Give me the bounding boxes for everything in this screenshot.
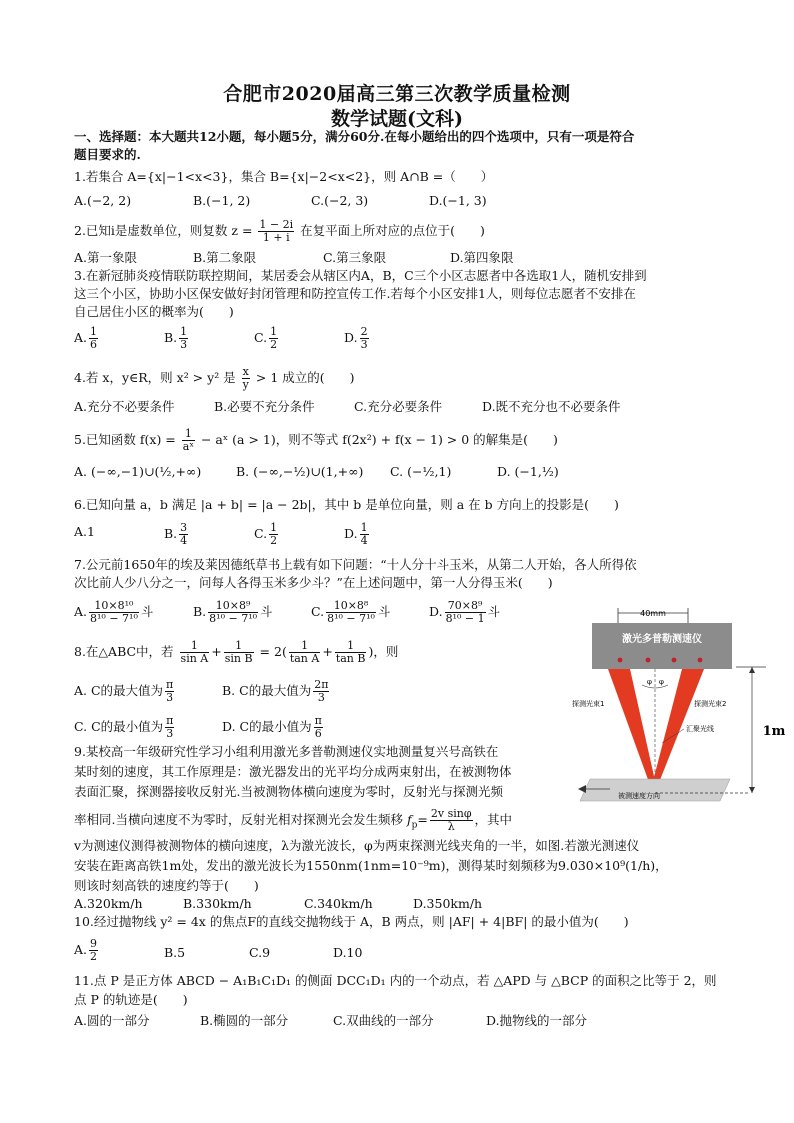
q7-c-den: 8¹⁰ − 7¹⁰ bbox=[327, 612, 375, 625]
q7-c-label: C. bbox=[311, 604, 325, 619]
q8-f1-den: sin A bbox=[180, 652, 209, 665]
q3-c-label: C. bbox=[254, 330, 268, 345]
q3-d-num: 2 bbox=[360, 325, 368, 338]
q9-option-c: C.340km/h bbox=[304, 896, 373, 911]
q8-f4-den: tan B bbox=[335, 652, 366, 665]
device-label: 激光多普勒测速仪 bbox=[622, 634, 702, 645]
emitter-dot bbox=[618, 658, 623, 663]
q3-option-c bbox=[254, 326, 280, 351]
q6-stem: 6.已知向量 a，b 满足 |a + b| = |a − 2b|，其中 b 是单位向量，则 a 在 b 方向上的投影是( ) bbox=[74, 497, 619, 512]
q8-stem: 8.在△ABC中，若 $\frac{1}{\text{sin A}}$ + $\frac{1}{\text{sin B}}$ = 2( $\frac{1}{\text{tan A}}$ + $\frac{1}{\text{tan B}}$ )，则 bbox=[74, 639, 399, 665]
q6-option-a: A.1 bbox=[74, 524, 95, 539]
q5-den: aˣ bbox=[182, 440, 194, 453]
q9-line1: 9.某校高一年级研究性学习小组利用激光多普勒测速仪实地测量复兴号高铁在 bbox=[74, 744, 499, 759]
q6-d-den: 4 bbox=[360, 534, 368, 547]
q10-a-den: 2 bbox=[90, 950, 98, 963]
q3-d-den: 3 bbox=[360, 338, 368, 351]
q7-line1: 7.公元前1650年的埃及莱因德纸草书上载有如下问题：“十人分十斗玉米，从第二人开始，各人所得依 bbox=[74, 557, 637, 572]
q8-a-label: A. C的最大值为 bbox=[74, 683, 164, 698]
q9-formula-num: 2v sinφ bbox=[430, 807, 472, 820]
arrow-down-icon bbox=[749, 787, 755, 793]
q6-d-label: D. bbox=[344, 526, 358, 541]
q7-option-d bbox=[429, 600, 500, 625]
q9-line3: 表面汇聚，探测器接收反射光.当被测物体横向速度为零时，反射光与探测光频 bbox=[74, 784, 503, 799]
q6-b-num: 3 bbox=[180, 521, 188, 534]
q5-post: − aˣ (a > 1)，则不等式 f(2x²) + f(x − 1) > 0 的解集是( ) bbox=[200, 432, 558, 447]
q2-post: 在复平面上所对应的点位于( ) bbox=[300, 223, 485, 238]
direction-arrow-icon bbox=[578, 785, 586, 793]
q8-option-b bbox=[222, 679, 331, 704]
q3-b-label: B. bbox=[164, 330, 178, 345]
q11-option-b: B.椭圆的一部分 bbox=[200, 1013, 289, 1028]
q2-option-a: A.第一象限 bbox=[74, 250, 138, 265]
q6-b-label: B. bbox=[164, 526, 178, 541]
q3-c-num: 1 bbox=[270, 325, 278, 338]
q1-option-b: B.(−1, 2) bbox=[193, 193, 251, 208]
section-heading-cont: 题目要求的. bbox=[74, 147, 141, 162]
q3-option-d bbox=[344, 326, 371, 351]
q9-eq: = bbox=[417, 812, 428, 827]
q3-b-den: 3 bbox=[180, 338, 188, 351]
q5-option-a: A. (−∞,−1)∪(½,+∞) bbox=[74, 464, 202, 479]
q8-b-den: 3 bbox=[317, 691, 325, 704]
q9-line4-end: ，其中 bbox=[474, 812, 513, 827]
q4-num: x bbox=[242, 365, 249, 378]
q1-option-d: D.(−1, 3) bbox=[429, 193, 487, 208]
q8-f2-num: 1 bbox=[224, 640, 254, 653]
q9-line4 bbox=[74, 808, 512, 834]
q7-option-c bbox=[311, 600, 390, 625]
q8-d-den: 6 bbox=[314, 727, 322, 740]
q4-pre: 4.若 x，y∈R，则 x² > y² 是 bbox=[74, 370, 236, 385]
q6-option-c bbox=[254, 522, 280, 547]
q7-option-a bbox=[74, 600, 153, 625]
q10-stem: 10.经过抛物线 y² = 4x 的焦点F的直线交抛物线于 A，B 两点，则 |AF| + 4|BF| 的最小值为( ) bbox=[74, 914, 629, 929]
q4-post: > 1 成立的( ) bbox=[255, 370, 355, 385]
q8-f2-den: sin B bbox=[224, 652, 253, 665]
q8-a-num: π bbox=[166, 678, 174, 691]
q7-a-num: 10×8¹⁰ bbox=[89, 600, 139, 613]
q2-den: 1 + i bbox=[262, 231, 290, 244]
q2-pre: 2.已知i是虚数单位，则复数 z = bbox=[74, 223, 253, 238]
q7-c-unit: 斗 bbox=[377, 604, 391, 619]
page-subtitle: 数学试题(文科) bbox=[331, 108, 463, 130]
q10-a-num: 9 bbox=[90, 937, 98, 950]
q8-c-den: 3 bbox=[166, 727, 174, 740]
q6-c-label: C. bbox=[254, 526, 268, 541]
q7-c-num: 10×8⁸ bbox=[326, 600, 376, 613]
q8-d-label: D. C的最小值为 bbox=[222, 719, 312, 734]
q8-post: ，则 bbox=[373, 644, 399, 659]
q6-option-d bbox=[344, 522, 371, 547]
q8-b-label: B. C的最大值为 bbox=[222, 683, 312, 698]
q7-b-num: 10×8⁹ bbox=[208, 600, 258, 613]
q8-pre: 8.在△ABC中，若 bbox=[74, 644, 174, 659]
q9-option-a: A.320km/h bbox=[74, 896, 143, 911]
q8-f3-num: 1 bbox=[289, 640, 321, 653]
q3-a-num: 1 bbox=[90, 325, 98, 338]
q8-f1-num: 1 bbox=[180, 640, 210, 653]
q2-stem bbox=[74, 219, 485, 244]
section-heading: 一、选择题：本大题共12小题，每小题5分，满分60分.在每小题给出的四个选项中，只有一项是符合 bbox=[74, 129, 635, 144]
q5-num: 1 bbox=[182, 428, 195, 441]
q8-a-den: 3 bbox=[166, 691, 174, 704]
q1-option-c: C.(−2, 3) bbox=[311, 193, 369, 208]
q5-option-d: D. (−1,½) bbox=[497, 464, 559, 479]
q9-line6: 安装在距离高铁1m处，发出的激光波长为1550nm(1nm=10⁻⁹m)，测得某时刻频移为9.030×10⁹(1/h)， bbox=[74, 858, 668, 873]
q7-d-unit: 斗 bbox=[487, 604, 501, 619]
probe-beam-1 bbox=[608, 669, 656, 785]
q9-formula-den: λ bbox=[447, 820, 455, 833]
q6-option-b bbox=[164, 522, 190, 547]
width-label: 40mm bbox=[640, 609, 666, 618]
q8-end: ) bbox=[368, 644, 374, 659]
distance-label: 1m bbox=[762, 724, 786, 739]
q8-f4-num: 1 bbox=[335, 640, 367, 653]
q8-c-label: C. C的最小值为 bbox=[74, 719, 164, 734]
q3-line3: 自己居住小区的概率为( ) bbox=[74, 304, 234, 319]
beam2-label: 探测光束2 bbox=[694, 700, 727, 708]
q7-b-den: 8¹⁰ − 7¹⁰ bbox=[209, 612, 258, 625]
emitter-dot bbox=[698, 658, 703, 663]
q3-a-label: A. bbox=[74, 330, 88, 345]
q7-a-label: A. bbox=[74, 604, 88, 619]
q7-line2: 次比前人少八分之一，问每人各得玉米多少斗？”在上述问题中，第一人分得玉米( ) bbox=[74, 575, 553, 590]
q9-fp-sub: p bbox=[411, 820, 418, 831]
emitter-dot bbox=[672, 658, 677, 663]
q8-f3-den: tan A bbox=[289, 652, 320, 665]
q2-option-d: D.第四象限 bbox=[450, 250, 514, 265]
q9-option-b: B.330km/h bbox=[183, 896, 252, 911]
laser-doppler-figure bbox=[570, 603, 792, 803]
q4-stem bbox=[74, 366, 355, 391]
q8-option-c bbox=[74, 715, 176, 740]
q8-option-a bbox=[74, 679, 176, 704]
q8-option-d bbox=[222, 715, 325, 740]
q5-option-b: B. (−∞,−½)∪(1,+∞) bbox=[236, 464, 364, 479]
q3-b-num: 1 bbox=[180, 325, 188, 338]
q8-c-num: π bbox=[166, 714, 174, 727]
q10-option-a bbox=[74, 938, 100, 963]
q10-a-label: A. bbox=[74, 942, 88, 957]
q7-d-den: 8¹⁰ − 1 bbox=[445, 612, 485, 625]
q9-line4-text: 率相同.当横向速度不为零时，反射光相对探测光会发生频移 bbox=[74, 812, 403, 827]
q7-option-b bbox=[193, 600, 273, 625]
q2-option-b: B.第二象限 bbox=[193, 250, 257, 265]
q8-b-num: 2π bbox=[314, 678, 329, 691]
q6-c-den: 2 bbox=[270, 534, 278, 547]
q7-a-den: 8¹⁰ − 7¹⁰ bbox=[90, 612, 138, 625]
q7-d-label: D. bbox=[429, 604, 443, 619]
q9-option-d: D.350km/h bbox=[413, 896, 483, 911]
q11-option-a: A.圆的一部分 bbox=[74, 1013, 150, 1028]
q3-line2: 这三个小区，协助小区保安做好封闭管理和防控宣传工作.若每个小区安排1人，则每位志愿者不安排在 bbox=[74, 286, 636, 301]
emitter-dot bbox=[646, 658, 651, 663]
q7-b-label: B. bbox=[193, 604, 207, 619]
q4-option-a: A.充分不必要条件 bbox=[74, 399, 175, 414]
q11-option-d: D.抛物线的一部分 bbox=[486, 1013, 588, 1028]
page-title: 合肥市2020届高三第三次教学质量检测 bbox=[223, 83, 571, 105]
q1-stem: 1.若集合 A={x|−1<x<3}，集合 B={x|−2<x<2}，则 A∩B =（ ） bbox=[74, 169, 494, 184]
q11-line2: 点 P 的轨迹是( ) bbox=[74, 992, 188, 1007]
q4-den: y bbox=[242, 378, 249, 391]
q8-mid: = 2( bbox=[259, 644, 287, 659]
arrow-up-icon bbox=[749, 667, 755, 673]
q7-a-unit: 斗 bbox=[140, 604, 154, 619]
q2-fraction bbox=[258, 219, 294, 244]
q11-line1: 11.点 P 是正方体 ABCD − A₁B₁C₁D₁ 的侧面 DCC₁D₁ 内的一个动点，若 △APD 与 △BCP 的面积之比等于 2，则 bbox=[74, 973, 717, 988]
q4-option-c: C.充分必要条件 bbox=[354, 399, 443, 414]
phi-label-right: φ bbox=[659, 678, 664, 686]
q3-d-label: D. bbox=[344, 330, 358, 345]
device-box bbox=[592, 623, 732, 669]
q3-option-b bbox=[164, 326, 190, 351]
focus-label: 汇聚光线 bbox=[686, 725, 714, 733]
q6-c-num: 1 bbox=[270, 521, 278, 534]
q3-option-a bbox=[74, 326, 100, 351]
q9-line7: 则该时刻高铁的速度约等于( ) bbox=[74, 878, 259, 893]
q8-d-num: π bbox=[314, 714, 322, 727]
q5-option-c: C. (−½,1) bbox=[390, 464, 452, 479]
q9-line5: v为测速仪测得被测物体的横向速度，λ为激光波长，φ为两束探测光线夹角的一半，如图.若激光测速仪 bbox=[74, 838, 640, 853]
q7-d-num: 70×8⁹ bbox=[445, 600, 486, 613]
q2-num: 1 − 2i bbox=[259, 218, 294, 231]
q9-fp: f bbox=[406, 812, 412, 827]
q3-c-den: 2 bbox=[270, 338, 278, 351]
q9-line2: 某时刻的速度，其工作原理是：激光器发出的光平均分成两束射出，在被测物体 bbox=[74, 764, 512, 779]
q7-b-unit: 斗 bbox=[260, 604, 273, 619]
q4-option-b: B.必要不充分条件 bbox=[214, 399, 315, 414]
q2-option-c: C.第三象限 bbox=[323, 250, 387, 265]
q5-pre: 5.已知函数 f(x) = bbox=[74, 432, 176, 447]
q6-b-den: 4 bbox=[180, 534, 188, 547]
q11-option-c: C.双曲线的一部分 bbox=[333, 1013, 434, 1028]
direction-label: 被测速度方向 bbox=[618, 792, 660, 800]
q10-option-b: B.5 bbox=[164, 945, 186, 960]
q10-option-d: D.10 bbox=[333, 945, 363, 960]
q5-stem bbox=[74, 428, 558, 453]
q10-option-c: C.9 bbox=[249, 945, 271, 960]
q4-option-d: D.既不充分也不必要条件 bbox=[482, 399, 621, 414]
beam1-label: 探测光束1 bbox=[572, 700, 605, 708]
q3-line1: 3.在新冠肺炎疫情联防联控期间，某居委会从辖区内A，B，C三个小区志愿者中各选取1人，随机安排到 bbox=[74, 268, 647, 283]
q1-option-a: A.(−2, 2) bbox=[74, 193, 132, 208]
phi-label-left: φ bbox=[647, 678, 652, 686]
q3-a-den: 6 bbox=[90, 338, 98, 351]
q6-d-num: 1 bbox=[360, 521, 368, 534]
